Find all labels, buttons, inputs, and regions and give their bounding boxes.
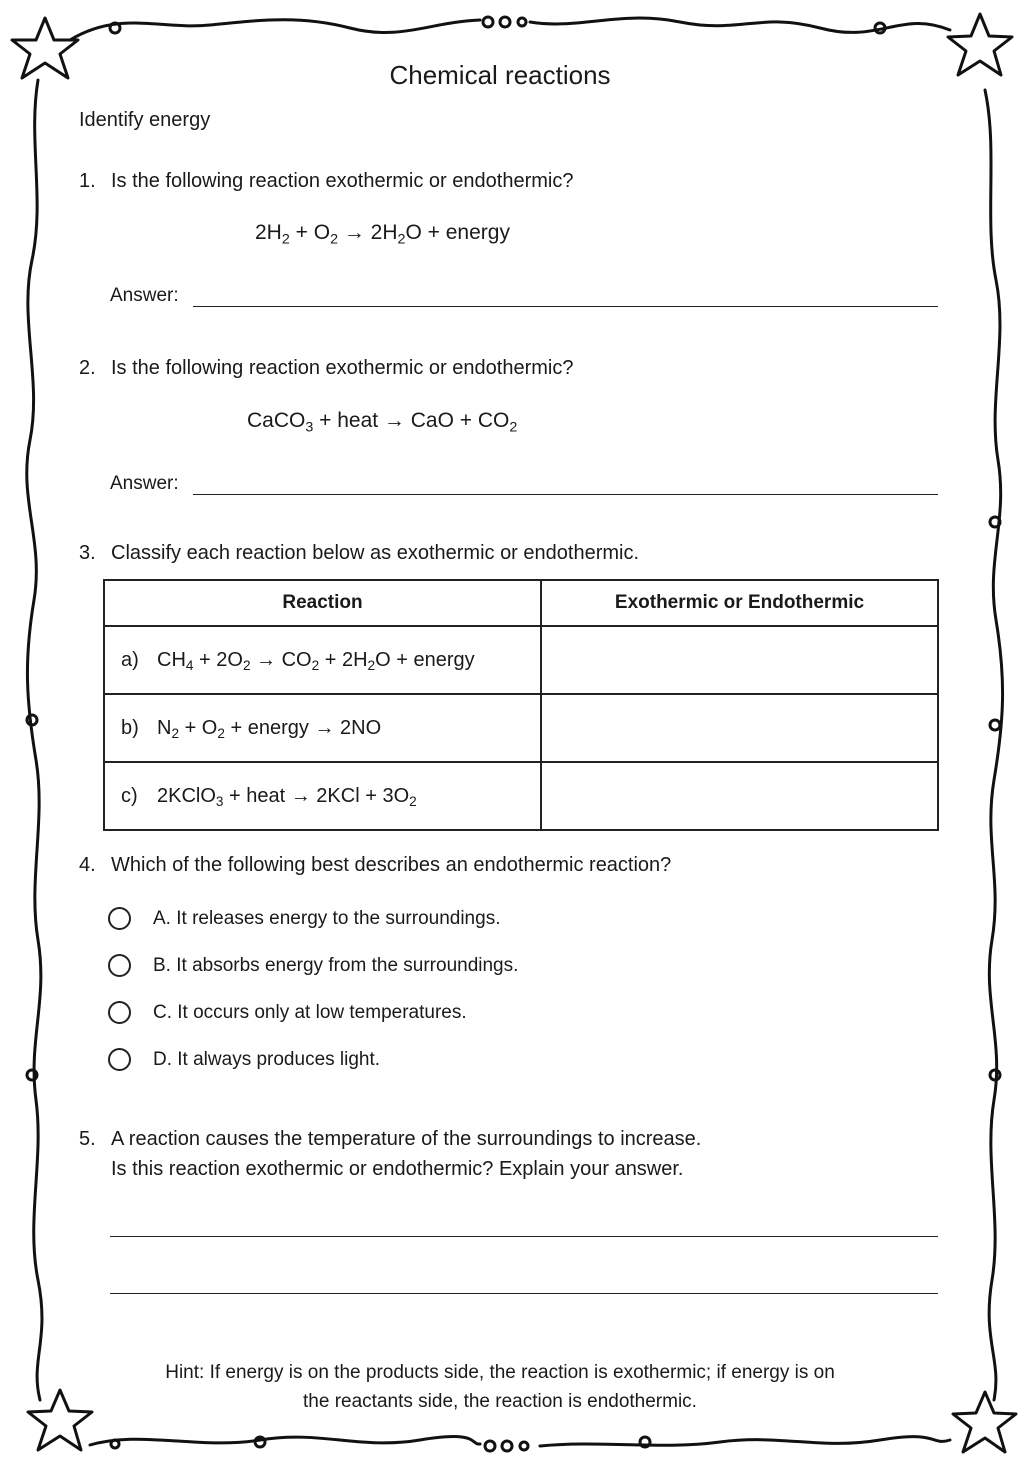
page-subtitle: Identify energy: [79, 109, 211, 131]
classification-cell-a[interactable]: [541, 626, 938, 694]
reaction-cell-c: c) 2KClO$_3$ + heat → $2KCl + 3O_2$: [104, 762, 541, 830]
reaction-table: [103, 579, 939, 831]
question-1-answer-label: Answer:: [110, 285, 179, 306]
option-a[interactable]: [108, 907, 500, 930]
star-bottom-right: [953, 1392, 1016, 1452]
option-d[interactable]: [108, 1048, 380, 1071]
question-1-text: Is the following reaction exothermic or endothermic?: [111, 170, 574, 192]
question-2-text: Is the following reaction exothermic or endothermic?: [111, 357, 574, 379]
question-2-equation: CaCO$_3$ + heat → CaO + $CO_2$: [247, 409, 518, 436]
reaction-cell-a: a) $CH_4 + 2O_2 \to CO_2 + 2H_2O$ + energy: [104, 626, 541, 694]
border-top-line: [70, 18, 950, 40]
option-a-label: A. It releases energy to the surroundings.: [153, 907, 501, 929]
option-c-radio-icon[interactable]: [108, 1001, 131, 1024]
option-d-radio-icon[interactable]: [108, 1048, 131, 1071]
question-2-answer-label: Answer:: [110, 473, 179, 494]
option-d-label: D. It always produces light.: [153, 1048, 381, 1070]
question-1-answer-line[interactable]: [193, 306, 938, 307]
question-4-number: 4.: [79, 854, 96, 876]
question-5-answer-line-1[interactable]: [110, 1236, 938, 1237]
question-2: [79, 357, 573, 380]
table-header-classification: Exothermic or Endothermic: [541, 580, 938, 626]
border-left-line: [27, 80, 42, 1400]
table-header-reaction: Reaction: [104, 580, 541, 626]
question-1-number: 1.: [79, 170, 96, 192]
question-5-number: 5.: [79, 1128, 96, 1150]
option-b-radio-icon[interactable]: [108, 954, 131, 977]
table-row: [104, 694, 938, 762]
question-2-number: 2.: [79, 357, 96, 379]
border-bottom-line: [90, 1437, 950, 1446]
page-title: Chemical reactions: [389, 60, 611, 90]
question-5-line-1: A reaction causes the temperature of the surroundings to increase.: [111, 1128, 702, 1150]
question-3: [79, 542, 639, 565]
option-b[interactable]: [108, 954, 518, 977]
question-3-text: Classify each reaction below as exothermic or endothermic.: [111, 542, 640, 564]
star-bottom-left: [28, 1390, 92, 1450]
classification-cell-b[interactable]: [541, 694, 938, 762]
question-1: [79, 170, 573, 193]
border-right-line: [985, 90, 1003, 1400]
option-b-label: B. It absorbs energy from the surroundings.: [153, 954, 519, 976]
hint: [100, 1358, 900, 1416]
question-5-line-2: Is this reaction exothermic or endothermic? Explain your answer.: [111, 1158, 684, 1180]
option-a-radio-icon[interactable]: [108, 907, 131, 930]
table-row: [104, 626, 938, 694]
question-5-answer-line-2[interactable]: [110, 1293, 938, 1294]
question-4: [79, 854, 671, 877]
hint-line-1: Hint: If energy is on the products side, the reaction is exothermic; if energy is on: [165, 1362, 835, 1383]
reaction-cell-b: b) $N_2 + O_2$ + energy → 2NO: [104, 694, 541, 762]
question-2-answer-line[interactable]: [193, 494, 938, 495]
question-3-number: 3.: [79, 542, 96, 564]
table-row: [104, 762, 938, 830]
table-header-row: [104, 580, 938, 626]
option-c-label: C. It occurs only at low temperatures.: [153, 1001, 467, 1023]
classification-cell-c[interactable]: [541, 762, 938, 830]
hint-line-2: the reactants side, the reaction is endothermic.: [303, 1391, 697, 1412]
question-4-text: Which of the following best describes an endothermic reaction?: [111, 854, 672, 876]
question-1-equation: $2H_2 + O_2 \to 2H_2O$ + energy: [255, 221, 510, 248]
question-5: [79, 1124, 701, 1184]
option-c[interactable]: [108, 1001, 467, 1024]
